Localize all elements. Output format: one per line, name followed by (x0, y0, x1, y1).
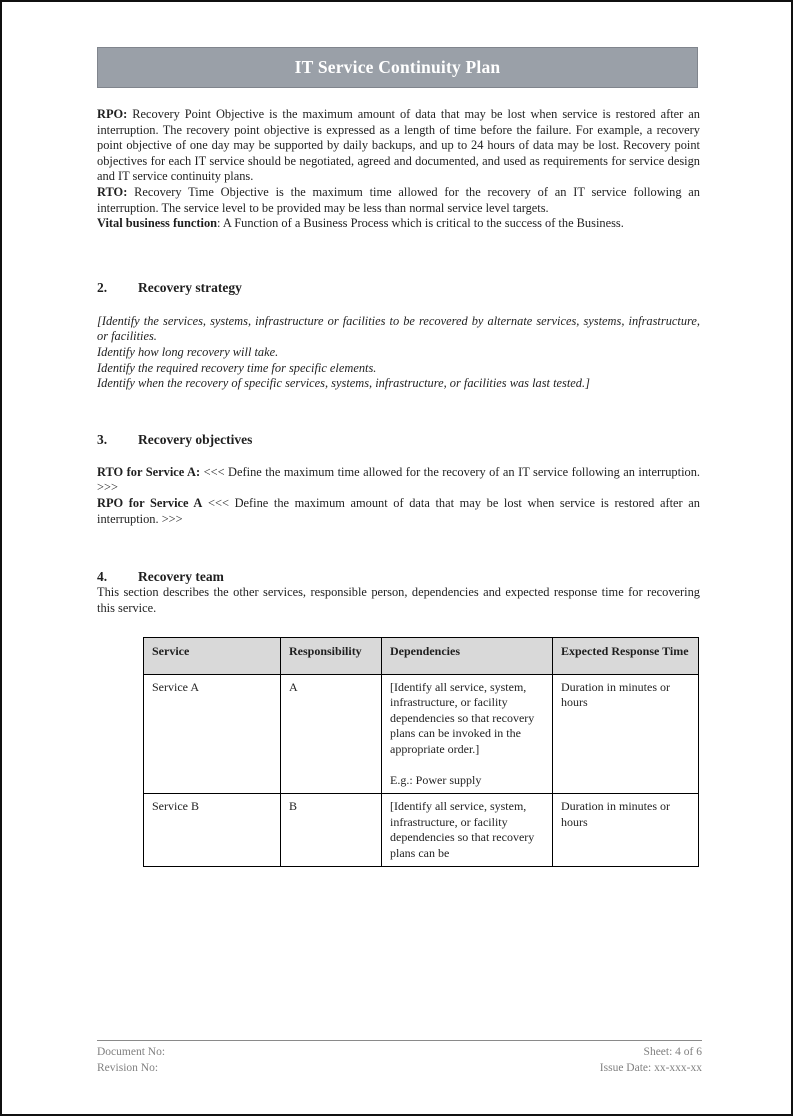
header-responsibility: Responsibility (281, 638, 382, 675)
section-heading-recovery-objectives (97, 431, 700, 448)
dependencies-text: [Identify all service, system, infrastructure, or facility dependencies so that recovery plans can be invoked in the appropriate order.] (390, 679, 535, 756)
table-row (144, 794, 699, 867)
section-title: Recovery strategy (138, 279, 242, 295)
section-title: Recovery team (138, 569, 224, 585)
recovery-team-intro: This section describes the other services, responsible person, dependencies and expected response time for recovering this service. (97, 585, 700, 615)
dependencies-text: [Identify all service, system, infrastructure, or facility dependencies so that recovery plans can be (390, 799, 535, 860)
footer-left (97, 1044, 165, 1076)
table-row (144, 674, 699, 794)
rpo-for-service-a (97, 496, 700, 527)
definition-vbf-term: Vital business function (97, 216, 218, 231)
title-banner (97, 47, 698, 88)
definition-rpo-term: RPO: (97, 107, 128, 121)
rpo-text: <<< Define the maximum amount of data that may be lost when service is restored after an interruption. >>> (97, 495, 700, 526)
definition-rpo-text: Recovery Point Objective is the maximum amount of data that may be lost when service is restored after an interruption. The recovery point objective is expressed as a length of time before the failure. For example, a recovery point objective of one day may be supported by daily backups, and up to 24 hours of data may be lost. Recovery point objectives for each IT service should be negotiated, agreed and documented, and used as requirements for service design and IT service continuity plans. (97, 107, 700, 184)
strategy-guidance-paragraph: [Identify the services, systems, infrastructure or facilities to be recovered by alternate services, systems, infrastructure, or facilities. (97, 313, 700, 344)
revision-no-label: Revision No: (97, 1062, 159, 1074)
rto-term: RTO for Service A: (97, 464, 201, 479)
cell-response-time: Duration in minutes or hours (553, 794, 699, 867)
definition-rto-term: RTO: (97, 184, 128, 199)
section-number: 2. (97, 279, 108, 295)
definition-rto-text: Recovery Time Objective is the maximum time allowed for the recovery of an IT service following an interruption. The service level to be provided may be less than normal service level targets. (97, 184, 700, 215)
issue-date-label: Issue Date: xx-xxx-xx (599, 1062, 702, 1074)
definition-vital-business-function (97, 216, 700, 232)
section-number: 3. (97, 431, 108, 447)
cell-response-time: Duration in minutes or hours (553, 674, 699, 794)
cell-dependencies (382, 674, 553, 794)
footer-right (600, 1044, 702, 1076)
page-footer (97, 1040, 702, 1076)
rto-for-service-a (97, 465, 700, 496)
strategy-guidance-paragraph: Identify how long recovery will take. (97, 344, 279, 359)
cell-dependencies (382, 794, 553, 867)
header-dependencies: Dependencies (382, 638, 553, 675)
rpo-term: RPO for Service A (97, 495, 203, 510)
section-heading-recovery-team (97, 568, 700, 585)
document-no-label: Document No: (97, 1046, 166, 1058)
cell-service: Service A (144, 674, 281, 794)
section-number: 4. (97, 569, 108, 585)
header-expected-response-time: Expected Response Time (553, 638, 699, 675)
page-content (97, 107, 700, 867)
table-header-row (144, 638, 699, 675)
section-heading-recovery-strategy (97, 279, 700, 296)
sheet-label: Sheet: 4 of 6 (643, 1046, 702, 1058)
strategy-guidance-paragraph: Identify when the recovery of specific services, systems, infrastructure, or facilities was last tested.] (97, 376, 590, 391)
dependencies-example: E.g.: Power supply (390, 772, 482, 787)
document-title: IT Service Continuity Plan (294, 57, 501, 77)
section-title: Recovery objectives (138, 431, 253, 447)
cell-responsibility: B (281, 794, 382, 867)
recovery-team-table (143, 637, 699, 867)
rto-text: <<< Define the maximum time allowed for the recovery of an IT service following an interruption. >>> (97, 464, 701, 495)
header-service: Service (144, 638, 281, 675)
cell-service: Service B (144, 794, 281, 867)
strategy-guidance-paragraph: Identify the required recovery time for specific elements. (97, 360, 377, 375)
definition-vbf-text: : A Function of a Business Process which is critical to the success of the Business. (217, 216, 624, 231)
definition-rpo (97, 107, 700, 185)
cell-responsibility: A (281, 674, 382, 794)
definition-rto (97, 185, 700, 216)
